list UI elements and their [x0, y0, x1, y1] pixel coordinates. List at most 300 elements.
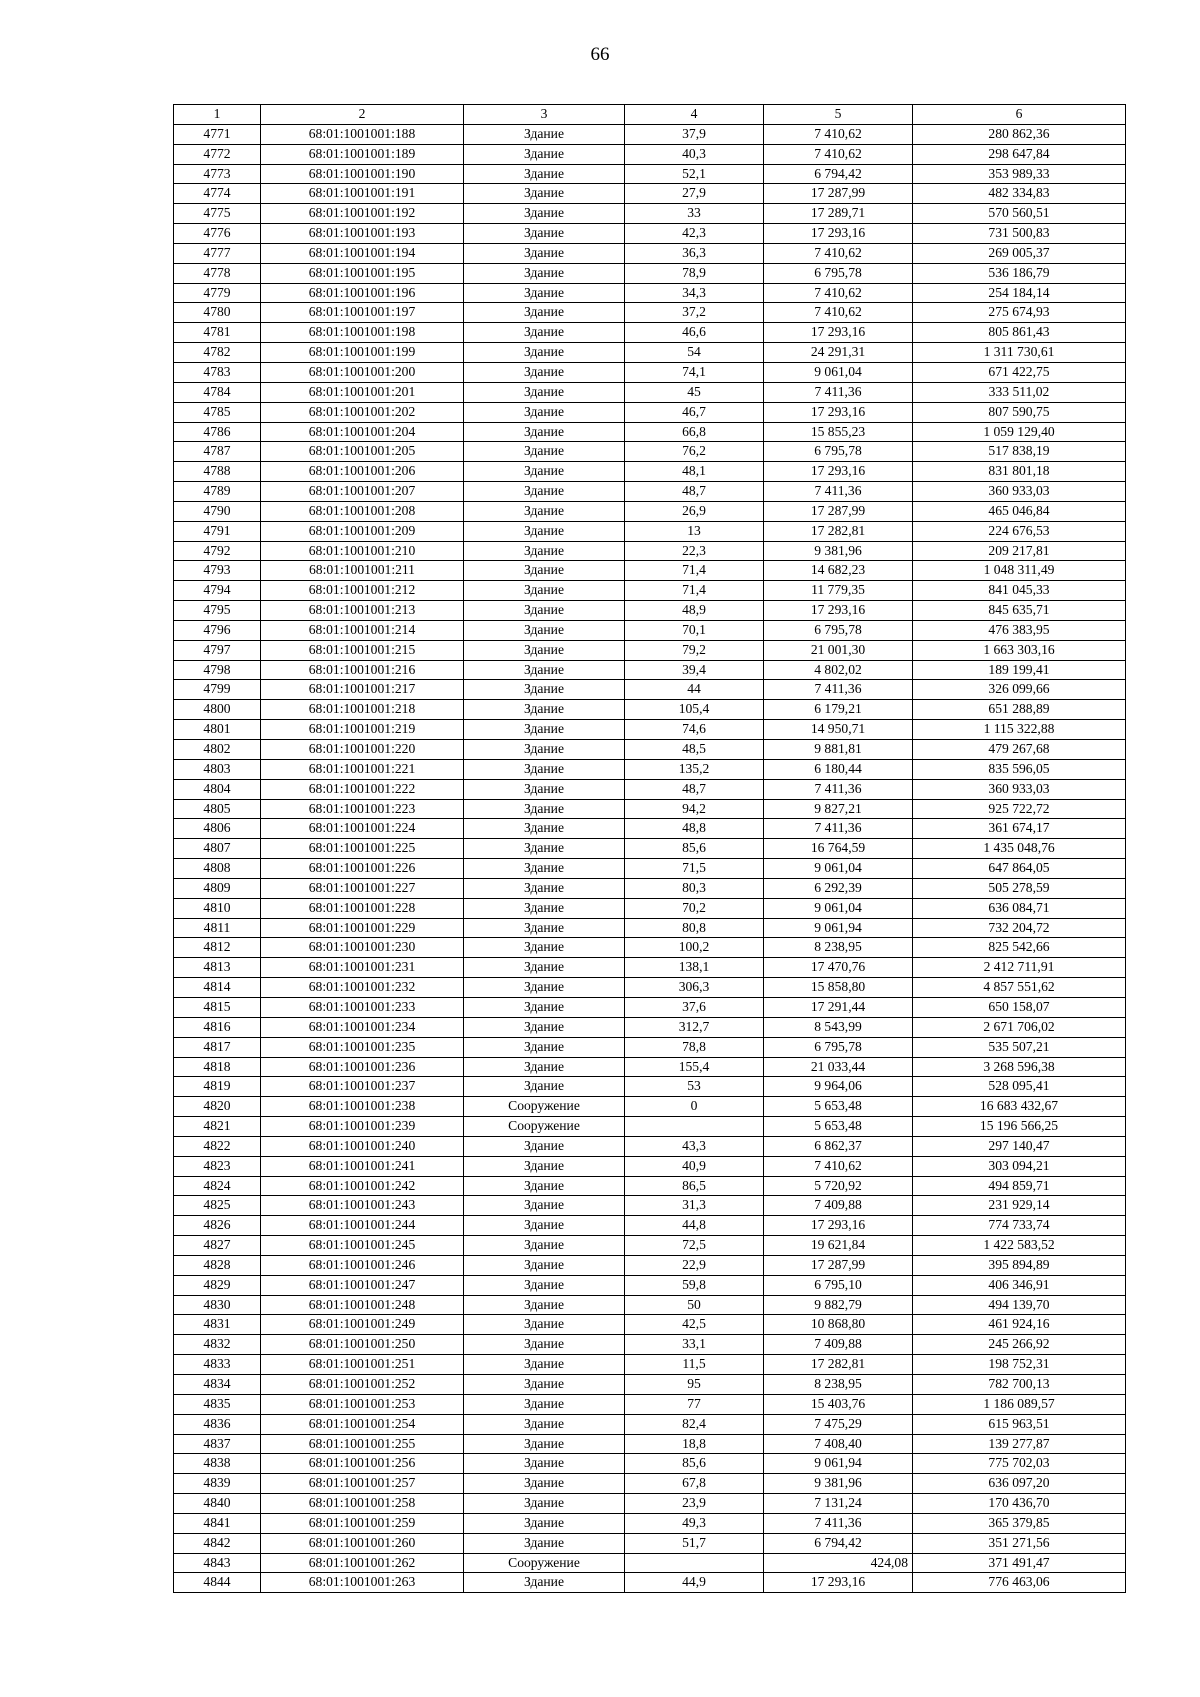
specific-value-cell: 17 293,16 — [764, 601, 913, 621]
cadastral-value-cell: 479 267,68 — [913, 740, 1126, 760]
object-type-cell: Здание — [464, 1513, 625, 1533]
cadastral-value-cell: 517 838,19 — [913, 442, 1126, 462]
object-type-cell: Здание — [464, 660, 625, 680]
cadastral-value-cell: 395 894,89 — [913, 1255, 1126, 1275]
row-number-cell: 4781 — [174, 323, 261, 343]
cadastral-number-cell: 68:01:1001001:243 — [261, 1196, 464, 1216]
row-number-cell: 4832 — [174, 1335, 261, 1355]
table-row — [174, 204, 1126, 224]
cadastral-value-cell: 825 542,66 — [913, 938, 1126, 958]
cadastral-value-cell: 371 491,47 — [913, 1553, 1126, 1573]
object-type-cell: Здание — [464, 303, 625, 323]
specific-value-cell: 17 293,16 — [764, 224, 913, 244]
area-cell: 39,4 — [625, 660, 764, 680]
object-type-cell: Здание — [464, 581, 625, 601]
area-cell: 49,3 — [625, 1513, 764, 1533]
object-type-cell: Сооружение — [464, 1097, 625, 1117]
cadastral-value-cell: 139 277,87 — [913, 1434, 1126, 1454]
cadastral-number-cell: 68:01:1001001:254 — [261, 1414, 464, 1434]
row-number-cell: 4827 — [174, 1236, 261, 1256]
area-cell: 135,2 — [625, 759, 764, 779]
specific-value-cell: 17 293,16 — [764, 462, 913, 482]
table-row — [174, 1017, 1126, 1037]
cadastral-number-cell: 68:01:1001001:190 — [261, 164, 464, 184]
specific-value-cell: 7 410,62 — [764, 144, 913, 164]
row-number-cell: 4804 — [174, 779, 261, 799]
area-cell: 36,3 — [625, 243, 764, 263]
row-number-cell: 4805 — [174, 799, 261, 819]
area-cell: 43,3 — [625, 1136, 764, 1156]
cadastral-number-cell: 68:01:1001001:245 — [261, 1236, 464, 1256]
cadastral-number-cell: 68:01:1001001:215 — [261, 640, 464, 660]
row-number-cell: 4828 — [174, 1255, 261, 1275]
cadastral-number-cell: 68:01:1001001:230 — [261, 938, 464, 958]
cadastral-value-cell: 1 435 048,76 — [913, 839, 1126, 859]
area-cell: 80,3 — [625, 878, 764, 898]
object-type-cell: Здание — [464, 482, 625, 502]
specific-value-cell: 9 061,94 — [764, 1454, 913, 1474]
cadastral-number-cell: 68:01:1001001:258 — [261, 1494, 464, 1514]
object-type-cell: Здание — [464, 323, 625, 343]
cadastral-value-cell: 776 463,06 — [913, 1573, 1126, 1593]
area-cell: 40,3 — [625, 144, 764, 164]
specific-value-cell: 11 779,35 — [764, 581, 913, 601]
cadastral-number-cell: 68:01:1001001:256 — [261, 1454, 464, 1474]
cadastral-value-cell: 297 140,47 — [913, 1136, 1126, 1156]
area-cell: 59,8 — [625, 1275, 764, 1295]
table-row — [174, 422, 1126, 442]
row-number-cell: 4812 — [174, 938, 261, 958]
object-type-cell: Здание — [464, 1156, 625, 1176]
specific-value-cell: 6 292,39 — [764, 878, 913, 898]
cadastral-value-cell: 1 059 129,40 — [913, 422, 1126, 442]
row-number-cell: 4775 — [174, 204, 261, 224]
row-number-cell: 4811 — [174, 918, 261, 938]
cadastral-number-cell: 68:01:1001001:189 — [261, 144, 464, 164]
specific-value-cell: 7 411,36 — [764, 382, 913, 402]
row-number-cell: 4779 — [174, 283, 261, 303]
header-cell-6: 6 — [913, 105, 1126, 125]
area-cell: 37,2 — [625, 303, 764, 323]
object-type-cell: Здание — [464, 601, 625, 621]
cadastral-value-cell: 280 862,36 — [913, 124, 1126, 144]
cadastral-value-cell: 476 383,95 — [913, 620, 1126, 640]
table-row — [174, 362, 1126, 382]
table-row — [174, 958, 1126, 978]
cadastral-number-cell: 68:01:1001001:235 — [261, 1037, 464, 1057]
specific-value-cell: 7 131,24 — [764, 1494, 913, 1514]
area-cell: 71,4 — [625, 581, 764, 601]
specific-value-cell: 6 179,21 — [764, 700, 913, 720]
specific-value-cell: 21 001,30 — [764, 640, 913, 660]
cadastral-number-cell: 68:01:1001001:193 — [261, 224, 464, 244]
object-type-cell: Здание — [464, 124, 625, 144]
cadastral-number-cell: 68:01:1001001:221 — [261, 759, 464, 779]
table-row — [174, 323, 1126, 343]
table-row — [174, 740, 1126, 760]
specific-value-cell: 7 411,36 — [764, 1513, 913, 1533]
specific-value-cell: 8 238,95 — [764, 938, 913, 958]
cadastral-number-cell: 68:01:1001001:241 — [261, 1156, 464, 1176]
table-row — [174, 660, 1126, 680]
object-type-cell: Здание — [464, 978, 625, 998]
row-number-cell: 4786 — [174, 422, 261, 442]
registry-table — [173, 104, 1126, 1593]
cadastral-value-cell: 732 204,72 — [913, 918, 1126, 938]
table-row — [174, 1156, 1126, 1176]
table-row — [174, 541, 1126, 561]
table-row — [174, 1375, 1126, 1395]
cadastral-value-cell: 841 045,33 — [913, 581, 1126, 601]
area-cell: 105,4 — [625, 700, 764, 720]
table-row — [174, 1513, 1126, 1533]
object-type-cell: Сооружение — [464, 1117, 625, 1137]
specific-value-cell: 9 881,81 — [764, 740, 913, 760]
row-number-cell: 4843 — [174, 1553, 261, 1573]
specific-value-cell: 5 653,48 — [764, 1097, 913, 1117]
cadastral-number-cell: 68:01:1001001:217 — [261, 680, 464, 700]
cadastral-number-cell: 68:01:1001001:188 — [261, 124, 464, 144]
row-number-cell: 4835 — [174, 1394, 261, 1414]
table-row — [174, 164, 1126, 184]
specific-value-cell: 7 410,62 — [764, 124, 913, 144]
specific-value-cell: 9 061,04 — [764, 898, 913, 918]
table-row — [174, 303, 1126, 323]
row-number-cell: 4791 — [174, 521, 261, 541]
cadastral-number-cell: 68:01:1001001:252 — [261, 1375, 464, 1395]
cadastral-value-cell: 254 184,14 — [913, 283, 1126, 303]
cadastral-number-cell: 68:01:1001001:214 — [261, 620, 464, 640]
cadastral-value-cell: 528 095,41 — [913, 1077, 1126, 1097]
area-cell: 42,5 — [625, 1315, 764, 1335]
cadastral-number-cell: 68:01:1001001:205 — [261, 442, 464, 462]
table-row — [174, 1255, 1126, 1275]
cadastral-number-cell: 68:01:1001001:239 — [261, 1117, 464, 1137]
cadastral-value-cell: 782 700,13 — [913, 1375, 1126, 1395]
table-row — [174, 680, 1126, 700]
table-row — [174, 1553, 1126, 1573]
specific-value-cell: 14 682,23 — [764, 561, 913, 581]
area-cell: 23,9 — [625, 1494, 764, 1514]
area-cell: 48,1 — [625, 462, 764, 482]
specific-value-cell: 6 795,78 — [764, 442, 913, 462]
cadastral-value-cell: 16 683 432,67 — [913, 1097, 1126, 1117]
row-number-cell: 4829 — [174, 1275, 261, 1295]
cadastral-number-cell: 68:01:1001001:253 — [261, 1394, 464, 1414]
cadastral-number-cell: 68:01:1001001:226 — [261, 859, 464, 879]
specific-value-cell: 17 291,44 — [764, 997, 913, 1017]
object-type-cell: Здание — [464, 184, 625, 204]
area-cell: 71,5 — [625, 859, 764, 879]
cadastral-value-cell: 615 963,51 — [913, 1414, 1126, 1434]
cadastral-number-cell: 68:01:1001001:242 — [261, 1176, 464, 1196]
area-cell: 44,8 — [625, 1216, 764, 1236]
specific-value-cell: 17 289,71 — [764, 204, 913, 224]
specific-value-cell: 17 287,99 — [764, 1255, 913, 1275]
area-cell: 78,9 — [625, 263, 764, 283]
object-type-cell: Здание — [464, 997, 625, 1017]
cadastral-value-cell: 636 097,20 — [913, 1474, 1126, 1494]
area-cell: 312,7 — [625, 1017, 764, 1037]
cadastral-number-cell: 68:01:1001001:224 — [261, 819, 464, 839]
specific-value-cell: 424,08 — [764, 1553, 913, 1573]
table-row — [174, 859, 1126, 879]
table-row — [174, 1573, 1126, 1593]
area-cell — [625, 1117, 764, 1137]
object-type-cell: Здание — [464, 1494, 625, 1514]
table-row — [174, 1077, 1126, 1097]
table-row — [174, 799, 1126, 819]
object-type-cell: Здание — [464, 224, 625, 244]
cadastral-value-cell: 360 933,03 — [913, 482, 1126, 502]
row-number-cell: 4826 — [174, 1216, 261, 1236]
table-row — [174, 819, 1126, 839]
table-row — [174, 343, 1126, 363]
object-type-cell: Здание — [464, 243, 625, 263]
cadastral-number-cell: 68:01:1001001:198 — [261, 323, 464, 343]
cadastral-value-cell: 465 046,84 — [913, 501, 1126, 521]
table-row — [174, 978, 1126, 998]
cadastral-number-cell: 68:01:1001001:213 — [261, 601, 464, 621]
header-cell-2: 2 — [261, 105, 464, 125]
specific-value-cell: 14 950,71 — [764, 720, 913, 740]
object-type-cell: Здание — [464, 1454, 625, 1474]
cadastral-value-cell: 326 099,66 — [913, 680, 1126, 700]
object-type-cell: Здание — [464, 759, 625, 779]
table-row — [174, 1057, 1126, 1077]
table-row — [174, 462, 1126, 482]
row-number-cell: 4785 — [174, 402, 261, 422]
object-type-cell: Здание — [464, 839, 625, 859]
area-cell: 13 — [625, 521, 764, 541]
cadastral-value-cell: 731 500,83 — [913, 224, 1126, 244]
area-cell — [625, 1553, 764, 1573]
table-row — [174, 402, 1126, 422]
table-row — [174, 501, 1126, 521]
area-cell: 306,3 — [625, 978, 764, 998]
object-type-cell: Здание — [464, 1017, 625, 1037]
area-cell: 86,5 — [625, 1176, 764, 1196]
object-type-cell: Здание — [464, 164, 625, 184]
row-number-cell: 4816 — [174, 1017, 261, 1037]
area-cell: 82,4 — [625, 1414, 764, 1434]
row-number-cell: 4813 — [174, 958, 261, 978]
object-type-cell: Здание — [464, 343, 625, 363]
area-cell: 22,9 — [625, 1255, 764, 1275]
specific-value-cell: 7 408,40 — [764, 1434, 913, 1454]
area-cell: 100,2 — [625, 938, 764, 958]
cadastral-number-cell: 68:01:1001001:260 — [261, 1533, 464, 1553]
specific-value-cell: 16 764,59 — [764, 839, 913, 859]
area-cell: 40,9 — [625, 1156, 764, 1176]
row-number-cell: 4792 — [174, 541, 261, 561]
cadastral-number-cell: 68:01:1001001:236 — [261, 1057, 464, 1077]
area-cell: 53 — [625, 1077, 764, 1097]
specific-value-cell: 6 862,37 — [764, 1136, 913, 1156]
cadastral-value-cell: 835 596,05 — [913, 759, 1126, 779]
cadastral-number-cell: 68:01:1001001:208 — [261, 501, 464, 521]
cadastral-value-cell: 1 048 311,49 — [913, 561, 1126, 581]
row-number-cell: 4800 — [174, 700, 261, 720]
object-type-cell: Здание — [464, 422, 625, 442]
object-type-cell: Здание — [464, 442, 625, 462]
row-number-cell: 4814 — [174, 978, 261, 998]
cadastral-number-cell: 68:01:1001001:211 — [261, 561, 464, 581]
header-cell-3: 3 — [464, 105, 625, 125]
specific-value-cell: 7 475,29 — [764, 1414, 913, 1434]
row-number-cell: 4840 — [174, 1494, 261, 1514]
table-row — [174, 1037, 1126, 1057]
cadastral-value-cell: 1 311 730,61 — [913, 343, 1126, 363]
table-row — [174, 1394, 1126, 1414]
table-row — [174, 640, 1126, 660]
page-number: 66 — [590, 44, 610, 65]
cadastral-value-cell: 2 671 706,02 — [913, 1017, 1126, 1037]
table-header-row — [174, 105, 1126, 125]
specific-value-cell: 17 293,16 — [764, 323, 913, 343]
cadastral-value-cell: 231 929,14 — [913, 1196, 1126, 1216]
area-cell: 67,8 — [625, 1474, 764, 1494]
header-cell-4: 4 — [625, 105, 764, 125]
object-type-cell: Здание — [464, 1216, 625, 1236]
cadastral-number-cell: 68:01:1001001:237 — [261, 1077, 464, 1097]
row-number-cell: 4825 — [174, 1196, 261, 1216]
cadastral-value-cell: 351 271,56 — [913, 1533, 1126, 1553]
table-row — [174, 1335, 1126, 1355]
table-row — [174, 1295, 1126, 1315]
cadastral-value-cell: 831 801,18 — [913, 462, 1126, 482]
specific-value-cell: 6 180,44 — [764, 759, 913, 779]
row-number-cell: 4842 — [174, 1533, 261, 1553]
cadastral-value-cell: 494 859,71 — [913, 1176, 1126, 1196]
row-number-cell: 4798 — [174, 660, 261, 680]
area-cell: 31,3 — [625, 1196, 764, 1216]
table-row — [174, 581, 1126, 601]
cadastral-value-cell: 1 186 089,57 — [913, 1394, 1126, 1414]
table-row — [174, 1414, 1126, 1434]
area-cell: 33,1 — [625, 1335, 764, 1355]
row-number-cell: 4789 — [174, 482, 261, 502]
area-cell: 48,7 — [625, 482, 764, 502]
area-cell: 48,9 — [625, 601, 764, 621]
object-type-cell: Здание — [464, 1414, 625, 1434]
cadastral-value-cell: 535 507,21 — [913, 1037, 1126, 1057]
area-cell: 11,5 — [625, 1355, 764, 1375]
specific-value-cell: 7 410,62 — [764, 283, 913, 303]
cadastral-value-cell: 361 674,17 — [913, 819, 1126, 839]
specific-value-cell: 24 291,31 — [764, 343, 913, 363]
table-row — [174, 442, 1126, 462]
specific-value-cell: 7 409,88 — [764, 1196, 913, 1216]
cadastral-value-cell: 360 933,03 — [913, 779, 1126, 799]
table-row — [174, 1533, 1126, 1553]
table-row — [174, 1355, 1126, 1375]
table-row — [174, 1275, 1126, 1295]
area-cell: 44 — [625, 680, 764, 700]
area-cell: 46,6 — [625, 323, 764, 343]
row-number-cell: 4833 — [174, 1355, 261, 1375]
object-type-cell: Здание — [464, 462, 625, 482]
row-number-cell: 4824 — [174, 1176, 261, 1196]
cadastral-number-cell: 68:01:1001001:228 — [261, 898, 464, 918]
object-type-cell: Здание — [464, 1434, 625, 1454]
row-number-cell: 4844 — [174, 1573, 261, 1593]
area-cell: 76,2 — [625, 442, 764, 462]
area-cell: 0 — [625, 1097, 764, 1117]
specific-value-cell: 9 061,04 — [764, 859, 913, 879]
row-number-cell: 4808 — [174, 859, 261, 879]
area-cell: 34,3 — [625, 283, 764, 303]
cadastral-value-cell: 170 436,70 — [913, 1494, 1126, 1514]
row-number-cell: 4822 — [174, 1136, 261, 1156]
cadastral-number-cell: 68:01:1001001:195 — [261, 263, 464, 283]
cadastral-value-cell: 224 676,53 — [913, 521, 1126, 541]
specific-value-cell: 6 795,78 — [764, 263, 913, 283]
area-cell: 155,4 — [625, 1057, 764, 1077]
row-number-cell: 4818 — [174, 1057, 261, 1077]
object-type-cell: Здание — [464, 640, 625, 660]
cadastral-value-cell: 298 647,84 — [913, 144, 1126, 164]
table-row — [174, 1176, 1126, 1196]
cadastral-number-cell: 68:01:1001001:216 — [261, 660, 464, 680]
specific-value-cell: 9 381,96 — [764, 541, 913, 561]
object-type-cell: Здание — [464, 541, 625, 561]
cadastral-value-cell: 774 733,74 — [913, 1216, 1126, 1236]
object-type-cell: Здание — [464, 501, 625, 521]
row-number-cell: 4788 — [174, 462, 261, 482]
cadastral-number-cell: 68:01:1001001:255 — [261, 1434, 464, 1454]
area-cell: 74,1 — [625, 362, 764, 382]
object-type-cell: Здание — [464, 204, 625, 224]
cadastral-value-cell: 671 422,75 — [913, 362, 1126, 382]
row-number-cell: 4801 — [174, 720, 261, 740]
cadastral-number-cell: 68:01:1001001:231 — [261, 958, 464, 978]
cadastral-value-cell: 1 422 583,52 — [913, 1236, 1126, 1256]
table-row — [174, 1117, 1126, 1137]
cadastral-number-cell: 68:01:1001001:238 — [261, 1097, 464, 1117]
object-type-cell: Здание — [464, 878, 625, 898]
table-row — [174, 184, 1126, 204]
object-type-cell: Здание — [464, 1255, 625, 1275]
row-number-cell: 4783 — [174, 362, 261, 382]
object-type-cell: Здание — [464, 1037, 625, 1057]
table-row — [174, 1315, 1126, 1335]
cadastral-value-cell: 536 186,79 — [913, 263, 1126, 283]
table-row — [174, 1216, 1126, 1236]
object-type-cell: Здание — [464, 382, 625, 402]
table-row — [174, 1196, 1126, 1216]
cadastral-value-cell: 353 989,33 — [913, 164, 1126, 184]
specific-value-cell: 7 411,36 — [764, 680, 913, 700]
specific-value-cell: 7 410,62 — [764, 1156, 913, 1176]
cadastral-number-cell: 68:01:1001001:259 — [261, 1513, 464, 1533]
row-number-cell: 4780 — [174, 303, 261, 323]
cadastral-value-cell: 494 139,70 — [913, 1295, 1126, 1315]
row-number-cell: 4803 — [174, 759, 261, 779]
row-number-cell: 4802 — [174, 740, 261, 760]
area-cell: 138,1 — [625, 958, 764, 978]
object-type-cell: Здание — [464, 521, 625, 541]
object-type-cell: Сооружение — [464, 1553, 625, 1573]
object-type-cell: Здание — [464, 1275, 625, 1295]
area-cell: 50 — [625, 1295, 764, 1315]
specific-value-cell: 4 802,02 — [764, 660, 913, 680]
table-row — [174, 759, 1126, 779]
specific-value-cell: 17 293,16 — [764, 402, 913, 422]
cadastral-number-cell: 68:01:1001001:223 — [261, 799, 464, 819]
specific-value-cell: 15 403,76 — [764, 1394, 913, 1414]
object-type-cell: Здание — [464, 1236, 625, 1256]
